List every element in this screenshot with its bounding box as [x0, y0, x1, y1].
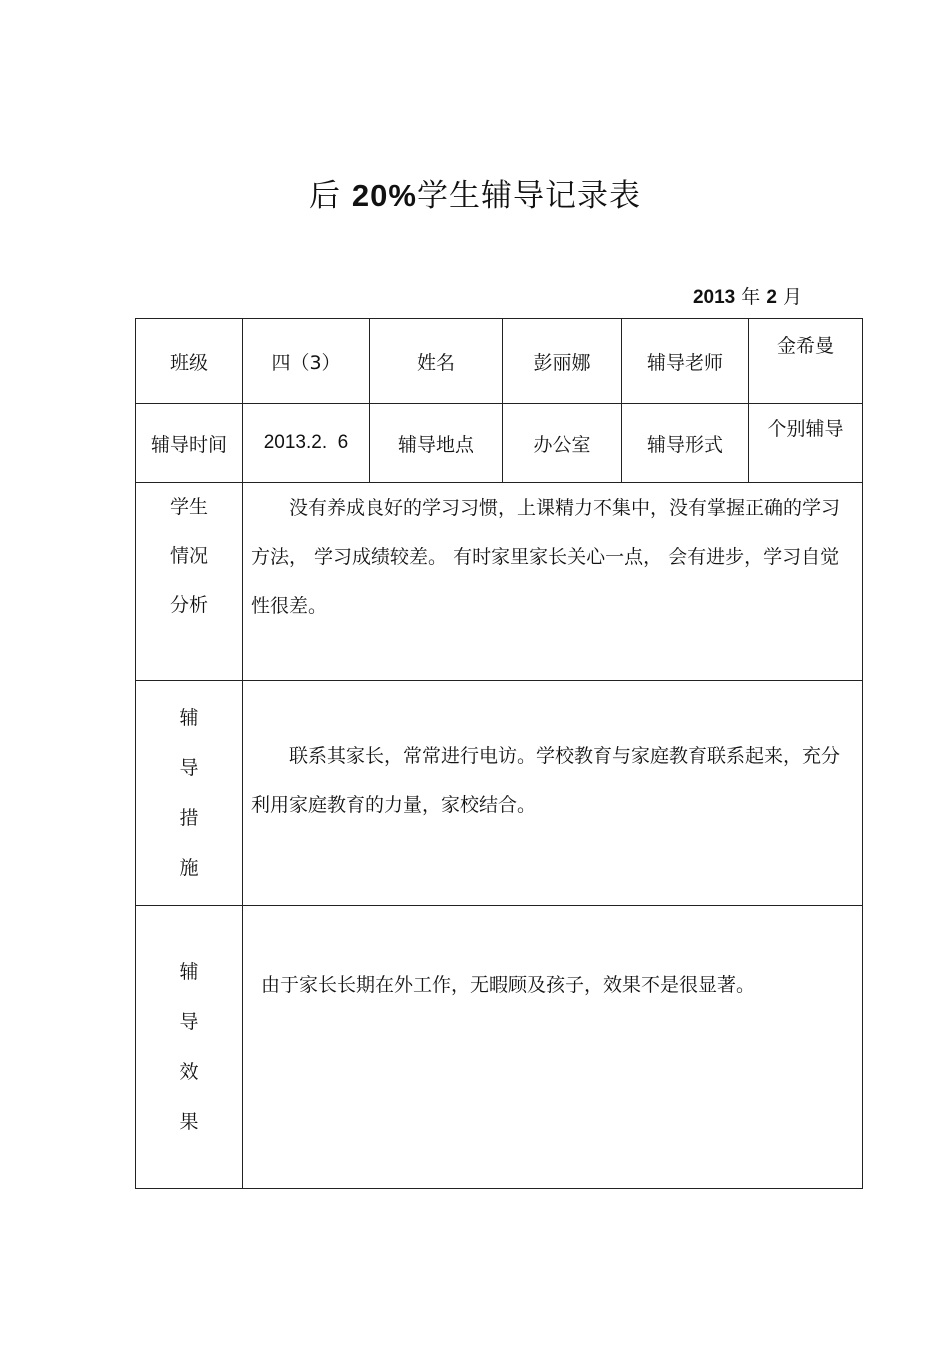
class-label: 班级 — [136, 319, 243, 404]
name-label: 姓名 — [370, 319, 503, 404]
place-value: 办公室 — [503, 404, 622, 483]
effect-label-line: 辅 — [179, 961, 199, 983]
analysis-label — [136, 483, 243, 681]
teacher-value: 金希曼 — [749, 319, 863, 404]
date-year-unit: 年 — [741, 286, 761, 308]
measures-row — [136, 681, 863, 906]
time-value: 2013.2. 6 — [243, 404, 370, 483]
form-label: 辅导形式 — [622, 404, 749, 483]
effect-row — [136, 906, 863, 1189]
info-row-1 — [136, 319, 863, 404]
effect-label — [136, 906, 243, 1189]
title-suffix: 学生辅导记录表 — [416, 178, 641, 214]
info-row-2 — [136, 404, 863, 483]
record-date — [693, 282, 802, 309]
title-prefix: 后 — [309, 178, 342, 214]
measures-label-line: 施 — [179, 857, 199, 879]
measures-text: 联系其家长，常常进行电访。学校教育与家庭教育联系起来，充分利用家庭教育的力量，家校结合。 — [251, 745, 841, 816]
date-year: 2013 — [692, 287, 736, 308]
measures-label — [136, 681, 243, 906]
time-label: 辅导时间 — [136, 404, 243, 483]
measures-label-line: 导 — [179, 757, 199, 779]
analysis-text: 没有养成良好的学习习惯，上课精力不集中，没有掌握正确的学习方法， 学习成绩较差。 有时家里家长关心一点， 会有进步，学习自觉性很差。 — [251, 497, 841, 617]
measures-label-line: 措 — [179, 807, 199, 829]
analysis-label-line: 学生 — [169, 496, 208, 518]
place-label: 辅导地点 — [370, 404, 503, 483]
analysis-label-line: 情况 — [169, 545, 208, 567]
class-value: 四（3） — [243, 319, 370, 404]
analysis-row — [136, 483, 863, 681]
effect-text: 由于家长长期在外工作，无暇顾及孩子，效果不是很显著。 — [261, 974, 756, 996]
name-value: 彭丽娜 — [503, 319, 622, 404]
measures-label-line: 辅 — [179, 707, 199, 729]
teacher-label: 辅导老师 — [622, 319, 749, 404]
effect-label-line: 果 — [179, 1111, 199, 1133]
page-title — [0, 170, 950, 215]
analysis-label-line: 分析 — [169, 594, 208, 616]
form-value: 个别辅导 — [749, 404, 863, 483]
date-month: 2 — [766, 287, 777, 308]
record-table — [135, 318, 863, 1189]
analysis-content — [243, 483, 863, 681]
date-month-unit: 月 — [782, 286, 802, 308]
effect-label-line: 效 — [179, 1061, 199, 1083]
title-percent: 20% — [351, 178, 417, 213]
effect-label-line: 导 — [179, 1011, 199, 1033]
measures-content — [243, 681, 863, 906]
effect-content — [243, 906, 863, 1189]
